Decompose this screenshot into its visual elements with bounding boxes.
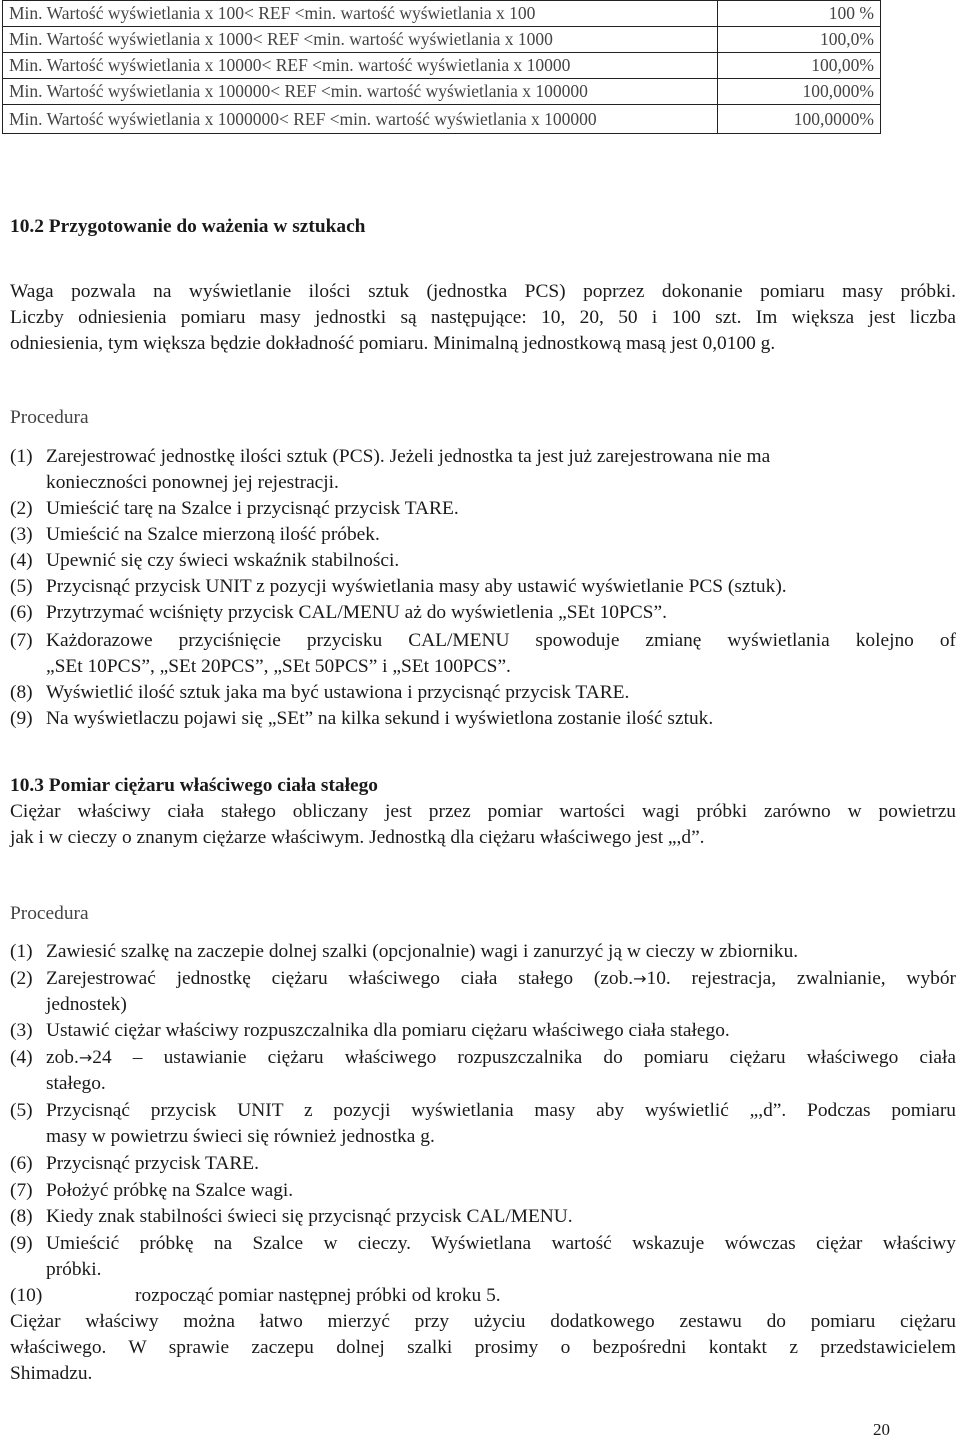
table-cell-label: Min. Wartość wyświetlania x 10000< REF <min. wartość wyświetlania x 10000 xyxy=(3,53,718,79)
list-item xyxy=(10,444,956,496)
table-cell-label: Min. Wartość wyświetlania x 1000000< REF <min. wartość wyświetlania x 100000 xyxy=(3,105,718,134)
step-number: (1) xyxy=(10,446,33,467)
paragraph-line: odniesienia, tym większa będzie dokładność pomiaru. Minimalną jednostkową masą jest 0,0100 g. xyxy=(10,333,776,354)
step-number: (8) xyxy=(10,1206,33,1227)
step-text: Wyświetlić ilość sztuk jaka ma być ustawiona i przycisnąć przycisk TARE. xyxy=(46,682,630,703)
step-text-cont: próbki. xyxy=(46,1259,102,1280)
table-cell-value: 100,0% xyxy=(718,27,881,53)
step-text: Każdorazowe przyciśnięcie przycisku CAL/MENU spowoduje zmianę wyświetlania kolejno of xyxy=(46,630,956,651)
table-row xyxy=(3,1,881,27)
step-number: (6) xyxy=(10,602,33,623)
list-item xyxy=(10,939,956,965)
step-text-cont: konieczności ponownej jej rejestracji. xyxy=(46,472,339,493)
step-number: (9) xyxy=(10,708,33,729)
list-item xyxy=(10,628,956,680)
step-number: (3) xyxy=(10,524,33,545)
step-number: (6) xyxy=(10,1153,33,1174)
table-cell-value: 100,00% xyxy=(718,53,881,79)
list-item xyxy=(10,1018,956,1044)
step-text: Upewnić się czy świeci wskaźnik stabilności. xyxy=(46,550,400,571)
list-item xyxy=(10,680,956,706)
list-item xyxy=(10,1098,956,1150)
step-text: Przycisnąć przycisk TARE. xyxy=(46,1153,259,1174)
step-text-cont: stałego. xyxy=(46,1073,106,1094)
list-item xyxy=(10,1231,956,1283)
step-number: (9) xyxy=(10,1233,33,1254)
step-text: Zarejestrować jednostkę ciężaru właściwego ciała stałego (zob. xyxy=(46,968,634,989)
step-text: Przycisnąć przycisk UNIT z pozycji wyświetlania masy aby wyświetlić „,d”. Podczas pomiaru xyxy=(46,1100,956,1121)
list-item xyxy=(10,1151,956,1177)
step-text: Przycisnąć przycisk UNIT z pozycji wyświetlania masy aby ustawić wyświetlanie PCS (sztuk). xyxy=(46,576,787,597)
step-number: (10) xyxy=(10,1285,43,1306)
table-cell-value: 100 % xyxy=(718,1,881,27)
list-item xyxy=(10,706,956,732)
step-text: Umieścić na Szalce mierzoną ilość próbek. xyxy=(46,524,380,545)
table-row xyxy=(3,79,881,105)
page-number: 20 xyxy=(873,1420,890,1439)
list-item xyxy=(10,1045,956,1097)
procedure-label: Procedura xyxy=(10,903,89,924)
note-line: właściwego. W sprawie zaczepu dolnej szalki prosimy o bezpośredni kontakt z przedstawicielem xyxy=(10,1337,956,1358)
step-text-cont: jednostek) xyxy=(46,994,127,1015)
procedure-label: Procedura xyxy=(10,407,89,428)
section-heading-10-3: 10.3 Pomiar ciężaru właściwego ciała stałego xyxy=(10,775,378,796)
paragraph-line: Ciężar właściwy ciała stałego obliczany jest przez pomiar wartości wagi próbki zarówno w powietrzu xyxy=(10,801,956,822)
step-text: rozpocząć pomiar następnej próbki od kroku 5. xyxy=(135,1285,501,1306)
table-cell-label: Min. Wartość wyświetlania x 100000< REF <min. wartość wyświetlania x 100000 xyxy=(3,79,718,105)
note-line: Shimadzu. xyxy=(10,1363,93,1384)
step-text: Ustawić ciężar właściwy rozpuszczalnika dla pomiaru ciężaru właściwego ciała stałego. xyxy=(46,1020,730,1041)
step-text-cont: „SEt 10PCS”, „SEt 20PCS”, „SEt 50PCS” i „SEt 100PCS”. xyxy=(46,656,511,677)
step-number: (5) xyxy=(10,576,33,597)
step-text: Położyć próbkę na Szalce wagi. xyxy=(46,1180,294,1201)
arrow-right-icon: → xyxy=(78,1048,93,1067)
table-cell-label: Min. Wartość wyświetlania x 100< REF <min. wartość wyświetlania x 100 xyxy=(3,1,718,27)
table-cell-label: Min. Wartość wyświetlania x 1000< REF <min. wartość wyświetlania x 1000 xyxy=(3,27,718,53)
step-number: (7) xyxy=(10,630,33,651)
step-number: (7) xyxy=(10,1180,33,1201)
step-text-cont: masy w powietrzu świeci się również jednostka g. xyxy=(46,1126,435,1147)
arrow-right-icon: → xyxy=(633,969,647,988)
step-number: (2) xyxy=(10,498,33,519)
step-number: (1) xyxy=(10,941,33,962)
table-cell-value: 100,000% xyxy=(718,79,881,105)
step-text: Kiedy znak stabilności świeci się przycisnąć przycisk CAL/MENU. xyxy=(46,1206,573,1227)
list-item xyxy=(10,600,956,626)
paragraph-line: Liczby odniesienia pomiaru masy jednostki są następujące: 10, 20, 50 i 100 szt. Im większa jest liczba xyxy=(10,307,956,328)
step-number: (5) xyxy=(10,1100,33,1121)
step-text: 24 – ustawianie ciężaru właściwego rozpuszczalnika do pomiaru ciężaru właściwego ciała xyxy=(92,1047,956,1068)
list-item xyxy=(10,522,956,548)
step-text: Zawiesić szalkę na zaczepie dolnej szalki (opcjonalnie) wagi i zanurzyć ją w cieczy w zbiorniku. xyxy=(46,941,799,962)
step-number: (4) xyxy=(10,1047,33,1068)
list-item xyxy=(10,966,956,1018)
step-number: (2) xyxy=(10,968,33,989)
step-text: Umieścić tarę na Szalce i przycisnąć przycisk TARE. xyxy=(46,498,459,519)
step-number: (3) xyxy=(10,1020,33,1041)
table-row xyxy=(3,27,881,53)
step-text: Przytrzymać wciśnięty przycisk CAL/MENU aż do wyświetlenia „SEt 10PCS”. xyxy=(46,602,667,623)
reference-table xyxy=(2,0,881,134)
step-text: zob. xyxy=(46,1047,79,1068)
table-cell-value: 100,0000% xyxy=(718,105,881,134)
paragraph-line: Waga pozwala na wyświetlanie ilości sztuk (jednostka PCS) poprzez dokonanie pomiaru masy próbki. xyxy=(10,281,956,302)
step-text: Zarejestrować jednostkę ilości sztuk (PCS). Jeżeli jednostka ta jest już zarejestrowana nie ma xyxy=(46,446,771,467)
step-text: Umieścić próbkę na Szalce w cieczy. Wyświetlana wartość wskazuje wówczas ciężar właściwy xyxy=(46,1233,956,1254)
list-item xyxy=(10,1178,956,1204)
step-number: (4) xyxy=(10,550,33,571)
list-item xyxy=(10,574,956,600)
list-item xyxy=(10,1283,956,1309)
section-heading-10-2: 10.2 Przygotowanie do ważenia w sztukach xyxy=(10,216,366,237)
step-text: Na wyświetlaczu pojawi się „SEt” na kilka sekund i wyświetlona zostanie ilość sztuk. xyxy=(46,708,714,729)
list-item xyxy=(10,496,956,522)
step-number: (8) xyxy=(10,682,33,703)
table-row xyxy=(3,53,881,79)
paragraph-line: jak i w cieczy o znanym ciężarze właściwym. Jednostką dla ciężaru właściwego jest „,d”. xyxy=(10,827,705,848)
note-line: Ciężar właściwy można łatwo mierzyć przy użyciu dodatkowego zestawu do pomiaru ciężaru xyxy=(10,1311,956,1332)
table-row xyxy=(3,105,881,134)
list-item xyxy=(10,1204,956,1230)
list-item xyxy=(10,548,956,574)
step-text: 10. rejestracja, zwalnianie, wybór xyxy=(646,968,956,989)
